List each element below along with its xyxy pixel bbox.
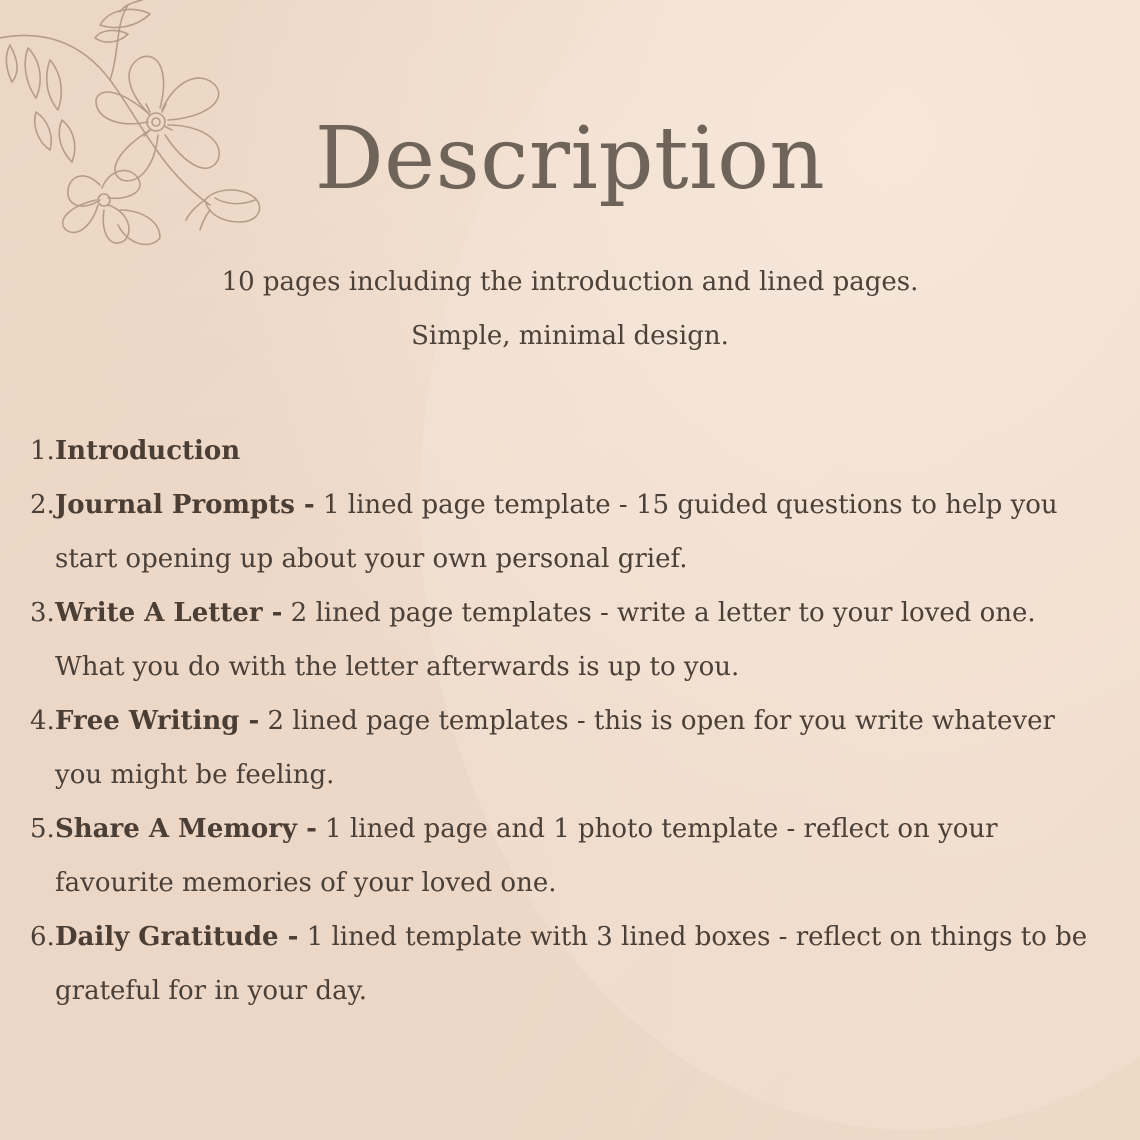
feature-number: 1. [30, 436, 55, 466]
feature-name: Write A Letter - [55, 598, 283, 628]
feature-name: Journal Prompts - [55, 490, 315, 520]
feature-name: Daily Gratitude - [55, 922, 299, 952]
page-title: Description [314, 109, 826, 209]
feature-description: 1 lined page template - 15 guided questions to help you start opening up about your own personal grief. [55, 490, 1058, 574]
subtitle-page-count: 10 pages including the introduction and lined pages. [221, 267, 919, 297]
feature-number: 4. [30, 706, 55, 736]
feature-name: Introduction [55, 436, 241, 466]
feature-number: 2. [30, 490, 55, 520]
feature-item [30, 424, 1110, 478]
feature-number: 6. [30, 922, 55, 952]
feature-description: 2 lined page templates - write a letter to your loved one. What you do with the letter afterwards is up to you. [55, 598, 1036, 682]
feature-number: 5. [30, 814, 55, 844]
subtitle-design: Simple, minimal design. [411, 321, 729, 351]
feature-description: 2 lined page templates - this is open for you write whatever you might be feeling. [55, 706, 1055, 790]
feature-list [30, 424, 1110, 1018]
feature-item [30, 586, 1110, 694]
feature-item [30, 478, 1110, 586]
feature-name: Share A Memory - [55, 814, 317, 844]
feature-item [30, 802, 1110, 910]
feature-number: 3. [30, 598, 55, 628]
feature-item [30, 694, 1110, 802]
feature-description: 1 lined page and 1 photo template - reflect on your favourite memories of your loved one. [55, 814, 998, 898]
feature-name: Free Writing - [55, 706, 260, 736]
feature-item [30, 910, 1110, 1018]
feature-description: 1 lined template with 3 lined boxes - reflect on things to be grateful for in your day. [55, 922, 1088, 1006]
